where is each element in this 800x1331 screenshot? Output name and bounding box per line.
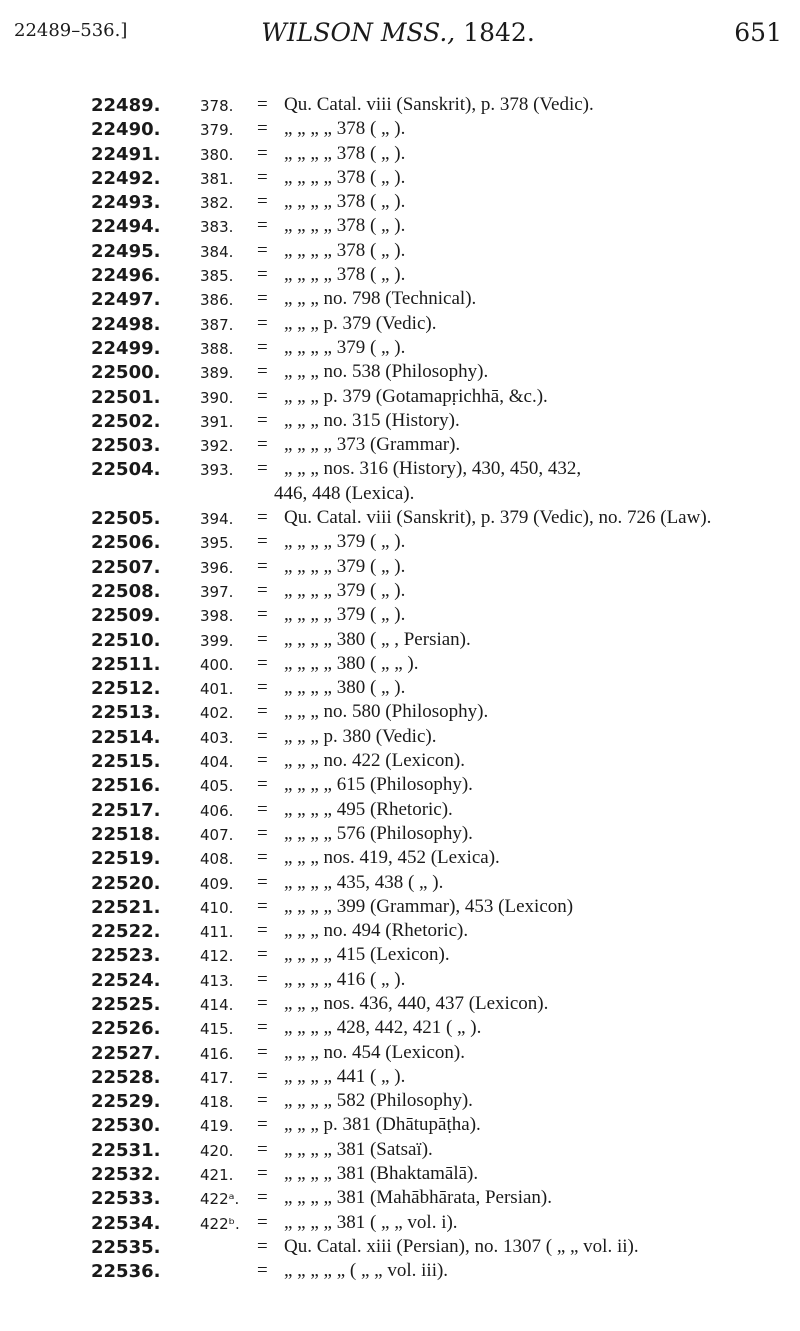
entry-description: „ „ „ „ 378 ( „ ). <box>284 264 406 286</box>
catalogue-entry <box>0 774 800 798</box>
entry-ref: 391. <box>200 412 234 431</box>
entry-number: 22532. <box>91 1164 161 1186</box>
entry-number: 22530. <box>91 1115 161 1137</box>
entry-ref: 395. <box>200 534 234 553</box>
entry-equals: = <box>257 1017 268 1039</box>
entry-number: 22536. <box>91 1261 161 1283</box>
entry-description: „ „ „ „ 615 (Philosophy). <box>284 774 473 796</box>
entry-equals: = <box>257 1065 268 1087</box>
entry-description: „ „ „ no. 538 (Philosophy). <box>284 361 489 383</box>
entry-number: 22496. <box>91 265 161 287</box>
entry-ref: 394. <box>200 510 234 529</box>
entry-equals: = <box>257 604 268 626</box>
entry-number: 22500. <box>91 362 161 384</box>
entry-equals: = <box>257 142 268 164</box>
entry-description: „ „ „ „ 399 (Grammar), 453 (Lexicon) <box>284 895 574 917</box>
entry-ref: 399. <box>200 631 234 650</box>
entry-ref: 413. <box>200 971 234 990</box>
entry-equals: = <box>257 847 268 869</box>
entry-number: 22522. <box>91 921 161 943</box>
entry-ref: 386. <box>200 291 234 310</box>
entry-equals: = <box>257 1163 268 1185</box>
entry-equals: = <box>257 118 268 140</box>
entry-equals: = <box>257 409 268 431</box>
entry-equals: = <box>257 191 268 213</box>
entry-ref: 411. <box>200 923 234 942</box>
entry-ref: 387. <box>200 315 234 334</box>
entry-ref: 379. <box>200 121 234 140</box>
entry-equals: = <box>257 1138 268 1160</box>
entry-equals: = <box>257 94 268 115</box>
entry-description: „ „ „ p. 379 (Vedic). <box>284 312 437 334</box>
catalogue-entry <box>0 701 800 725</box>
page-number: 651 <box>734 18 782 47</box>
entry-ref: 403. <box>200 728 234 747</box>
entry-equals: = <box>257 336 268 358</box>
entry-continuation <box>0 483 800 507</box>
entry-number: 22524. <box>91 969 161 991</box>
entry-number: 22525. <box>91 993 161 1015</box>
entry-number: 22527. <box>91 1042 161 1064</box>
entry-number: 22535. <box>91 1236 161 1258</box>
entry-ref: 396. <box>200 558 234 577</box>
entry-equals: = <box>257 968 268 990</box>
page-header <box>14 18 782 58</box>
catalogue-entry <box>0 629 800 653</box>
catalogue-entry <box>0 191 800 215</box>
catalogue-entry <box>0 823 800 847</box>
entry-equals: = <box>257 750 268 772</box>
entry-description: „ „ „ „ 381 (Satsaï). <box>284 1138 433 1160</box>
entry-equals: = <box>257 1211 268 1233</box>
entry-description: Qu. Catal. viii (Sanskrit), p. 378 (Vedic). <box>284 94 594 115</box>
entry-description: „ „ „ „ 379 ( „ ). <box>284 604 406 626</box>
catalogue-entry <box>0 1090 800 1114</box>
catalogue-entry <box>0 896 800 920</box>
entry-ref: 385. <box>200 267 234 286</box>
entry-equals: = <box>257 239 268 261</box>
entry-description: „ „ „ „ 379 ( „ ). <box>284 555 406 577</box>
entry-description: „ „ „ „ 380 ( „ „ ). <box>284 652 419 674</box>
entry-number: 22529. <box>91 1091 161 1113</box>
entry-description: „ „ „ „ 378 ( „ ). <box>284 166 406 188</box>
entry-ref: 380. <box>200 145 234 164</box>
entry-number: 22517. <box>91 799 161 821</box>
entry-description: „ „ „ „ 381 (Bhaktamālā). <box>284 1163 479 1185</box>
entry-number: 22502. <box>91 410 161 432</box>
catalogue-entry <box>0 240 800 264</box>
entry-equals: = <box>257 677 268 699</box>
entry-equals: = <box>257 1235 268 1257</box>
entry-description: „ „ „ p. 380 (Vedic). <box>284 725 437 747</box>
catalogue-entry <box>0 580 800 604</box>
entry-number: 22508. <box>91 580 161 602</box>
entry-number: 22531. <box>91 1139 161 1161</box>
catalogue-entry <box>0 799 800 823</box>
entry-ref: 407. <box>200 825 234 844</box>
entry-equals: = <box>257 361 268 383</box>
catalogue-entry <box>0 1066 800 1090</box>
entry-ref: 406. <box>200 801 234 820</box>
entry-description: „ „ „ „ 380 ( „ , Persian). <box>284 628 471 650</box>
entry-ref: 381. <box>200 169 234 188</box>
catalogue-entries <box>0 94 800 1285</box>
entry-number: 22520. <box>91 872 161 894</box>
entry-number: 22505. <box>91 508 161 530</box>
catalogue-entry <box>0 264 800 288</box>
entry-number: 22494. <box>91 216 161 238</box>
entry-equals: = <box>257 385 268 407</box>
entry-number: 22495. <box>91 240 161 262</box>
entry-number: 22515. <box>91 751 161 773</box>
entry-number: 22501. <box>91 386 161 408</box>
entry-number: 22497. <box>91 289 161 311</box>
entry-description: „ „ „ „ 435, 438 ( „ ). <box>284 871 444 893</box>
entry-number: 22503. <box>91 435 161 457</box>
entry-equals: = <box>257 312 268 334</box>
entry-description: „ „ „ „ 416 ( „ ). <box>284 968 406 990</box>
entry-description: Qu. Catal. xiii (Persian), no. 1307 ( „ „ vol. ii). <box>284 1235 639 1257</box>
entry-description: „ „ „ „ 415 (Lexicon). <box>284 944 450 966</box>
catalogue-entry <box>0 1114 800 1138</box>
catalogue-entry <box>0 1212 800 1236</box>
entry-description: „ „ „ nos. 436, 440, 437 (Lexicon). <box>284 992 549 1014</box>
entry-ref: 389. <box>200 364 234 383</box>
running-title <box>14 18 782 47</box>
entry-number: 22516. <box>91 775 161 797</box>
catalogue-entry <box>0 872 800 896</box>
entry-equals: = <box>257 264 268 286</box>
entry-ref: 416. <box>200 1044 234 1063</box>
catalogue-entry <box>0 361 800 385</box>
catalogue-entry <box>0 847 800 871</box>
entry-number: 22509. <box>91 605 161 627</box>
catalogue-entry <box>0 750 800 774</box>
entry-ref: 415. <box>200 1020 234 1039</box>
entry-number: 22491. <box>91 143 161 165</box>
catalogue-entry <box>0 531 800 555</box>
entry-ref: 390. <box>200 388 234 407</box>
entry-ref: 378. <box>200 97 234 115</box>
entry-equals: = <box>257 1187 268 1209</box>
entry-equals: = <box>257 871 268 893</box>
entry-number: 22510. <box>91 629 161 651</box>
running-title-year: 1842. <box>463 18 535 47</box>
catalogue-entry <box>0 1042 800 1066</box>
entry-description: „ „ „ „ 378 ( „ ). <box>284 215 406 237</box>
entry-description: „ „ „ „ 495 (Rhetoric). <box>284 798 453 820</box>
entry-number: 22498. <box>91 313 161 335</box>
catalogue-entry <box>0 1163 800 1187</box>
entry-number: 22526. <box>91 1018 161 1040</box>
entry-equals: = <box>257 166 268 188</box>
entry-description: „ „ „ no. 315 (History). <box>284 409 460 431</box>
catalogue-entry <box>0 604 800 628</box>
entry-equals: = <box>257 822 268 844</box>
entry-ref: 408. <box>200 850 234 869</box>
entry-ref: 383. <box>200 218 234 237</box>
catalogue-entry <box>0 507 800 531</box>
entry-number: 22493. <box>91 192 161 214</box>
entry-description: „ „ „ „ 378 ( „ ). <box>284 239 406 261</box>
entry-equals: = <box>257 628 268 650</box>
entry-description: „ „ „ „ 378 ( „ ). <box>284 118 406 140</box>
entry-description: Qu. Catal. viii (Sanskrit), p. 379 (Vedic), no. 726 (Law). <box>284 507 712 529</box>
entry-equals: = <box>257 798 268 820</box>
entry-ref: 409. <box>200 874 234 893</box>
entry-continuation-text: 446, 448 (Lexica). <box>274 482 415 504</box>
catalogue-entry <box>0 1139 800 1163</box>
catalogue-entry <box>0 1017 800 1041</box>
entry-number: 22499. <box>91 337 161 359</box>
entry-equals: = <box>257 531 268 553</box>
entry-description: „ „ „ nos. 419, 452 (Lexica). <box>284 847 500 869</box>
catalogue-entry <box>0 434 800 458</box>
catalogue-entry <box>0 167 800 191</box>
entry-equals: = <box>257 555 268 577</box>
entry-description: „ „ „ „ 381 (Mahābhārata, Persian). <box>284 1187 552 1209</box>
catalogue-entry <box>0 1260 800 1284</box>
entry-equals: = <box>257 288 268 310</box>
entry-number: 22512. <box>91 678 161 700</box>
running-title-text: WILSON MSS., <box>261 18 456 47</box>
entry-ref: 405. <box>200 777 234 796</box>
entry-description: „ „ „ „ 441 ( „ ). <box>284 1065 406 1087</box>
entry-equals: = <box>257 701 268 723</box>
entry-description: „ „ „ nos. 316 (History), 430, 450, 432, <box>284 458 582 480</box>
entry-ref: 412. <box>200 947 234 966</box>
entry-description: „ „ „ no. 798 (Technical). <box>284 288 477 310</box>
entry-ref: 421. <box>200 1166 234 1185</box>
catalogue-entry <box>0 94 800 118</box>
entry-ref: 397. <box>200 582 234 601</box>
catalogue-entry <box>0 313 800 337</box>
catalogue-entry <box>0 215 800 239</box>
entry-number: 22528. <box>91 1066 161 1088</box>
header-range: 22489–536.] <box>14 20 128 41</box>
entry-ref: 414. <box>200 995 234 1014</box>
catalogue-entry <box>0 143 800 167</box>
entry-number: 22519. <box>91 848 161 870</box>
catalogue-entry <box>0 337 800 361</box>
entry-equals: = <box>257 434 268 456</box>
catalogue-entry <box>0 1187 800 1211</box>
entry-ref: 398. <box>200 607 234 626</box>
entry-equals: = <box>257 579 268 601</box>
entry-description: „ „ „ no. 422 (Lexicon). <box>284 750 465 772</box>
entry-equals: = <box>257 992 268 1014</box>
entry-equals: = <box>257 944 268 966</box>
entry-number: 22533. <box>91 1188 161 1210</box>
entry-description: „ „ „ „ 428, 442, 421 ( „ ). <box>284 1017 482 1039</box>
catalogue-entry <box>0 677 800 701</box>
entry-number: 22518. <box>91 823 161 845</box>
catalogue-entry <box>0 458 800 482</box>
entry-description: „ „ „ „ „ ( „ „ vol. iii). <box>284 1260 449 1282</box>
entry-equals: = <box>257 458 268 480</box>
entry-description: „ „ „ „ 576 (Philosophy). <box>284 822 473 844</box>
entry-equals: = <box>257 1041 268 1063</box>
entry-ref: 393. <box>200 461 234 480</box>
entry-description: „ „ „ „ 378 ( „ ). <box>284 191 406 213</box>
catalogue-entry <box>0 944 800 968</box>
entry-number: 22489. <box>91 95 161 116</box>
catalogue-entry <box>0 118 800 142</box>
entry-equals: = <box>257 725 268 747</box>
entry-equals: = <box>257 215 268 237</box>
entry-equals: = <box>257 652 268 674</box>
entry-ref: 382. <box>200 194 234 213</box>
catalogue-entry <box>0 653 800 677</box>
catalogue-entry <box>0 726 800 750</box>
entry-description: „ „ „ p. 381 (Dhātupāṭha). <box>284 1114 481 1136</box>
entry-ref: 420. <box>200 1141 234 1160</box>
catalogue-entry <box>0 920 800 944</box>
entry-equals: = <box>257 774 268 796</box>
entry-equals: = <box>257 920 268 942</box>
entry-ref: 388. <box>200 339 234 358</box>
catalogue-entry <box>0 1236 800 1260</box>
catalogue-entry <box>0 410 800 434</box>
entry-description: „ „ „ no. 494 (Rhetoric). <box>284 920 469 942</box>
entry-description: „ „ „ no. 580 (Philosophy). <box>284 701 489 723</box>
entry-equals: = <box>257 1114 268 1136</box>
entry-description: „ „ „ no. 454 (Lexicon). <box>284 1041 465 1063</box>
entry-description: „ „ „ „ 373 (Grammar). <box>284 434 461 456</box>
entry-description: „ „ „ „ 380 ( „ ). <box>284 677 406 699</box>
entry-description: „ „ „ „ 378 ( „ ). <box>284 142 406 164</box>
entry-description: „ „ „ „ 582 (Philosophy). <box>284 1090 473 1112</box>
entry-ref: 422ᵃ. <box>200 1190 240 1209</box>
entry-number: 22490. <box>91 119 161 141</box>
entry-ref: 410. <box>200 898 234 917</box>
catalogue-entry <box>0 993 800 1017</box>
entry-ref: 384. <box>200 242 234 261</box>
entry-ref: 392. <box>200 437 234 456</box>
entry-description: „ „ „ p. 379 (Gotamapṛichhā, &c.). <box>284 385 548 407</box>
entry-number: 22504. <box>91 459 161 481</box>
entry-description: „ „ „ „ 381 ( „ „ vol. i). <box>284 1211 458 1233</box>
entry-number: 22521. <box>91 896 161 918</box>
catalogue-entry <box>0 556 800 580</box>
entry-description: „ „ „ „ 379 ( „ ). <box>284 579 406 601</box>
entry-number: 22511. <box>91 653 161 675</box>
entry-ref: 404. <box>200 753 234 772</box>
entry-number: 22492. <box>91 167 161 189</box>
entry-ref: 402. <box>200 704 234 723</box>
entry-description: „ „ „ „ 379 ( „ ). <box>284 531 406 553</box>
catalogue-entry <box>0 386 800 410</box>
entry-number: 22513. <box>91 702 161 724</box>
entry-equals: = <box>257 507 268 529</box>
entry-number: 22514. <box>91 726 161 748</box>
entry-ref: 400. <box>200 655 234 674</box>
entry-description: „ „ „ „ 379 ( „ ). <box>284 336 406 358</box>
entry-ref: 401. <box>200 680 234 699</box>
entry-ref: 418. <box>200 1093 234 1112</box>
entry-ref: 419. <box>200 1117 234 1136</box>
entry-number: 22507. <box>91 556 161 578</box>
entry-ref: 417. <box>200 1068 234 1087</box>
entry-ref: 422ᵇ. <box>200 1214 240 1233</box>
entry-number: 22506. <box>91 532 161 554</box>
catalogue-entry <box>0 969 800 993</box>
entry-number: 22534. <box>91 1212 161 1234</box>
entry-equals: = <box>257 1260 268 1282</box>
entry-equals: = <box>257 895 268 917</box>
entry-equals: = <box>257 1090 268 1112</box>
catalogue-entry <box>0 288 800 312</box>
entry-number: 22523. <box>91 945 161 967</box>
